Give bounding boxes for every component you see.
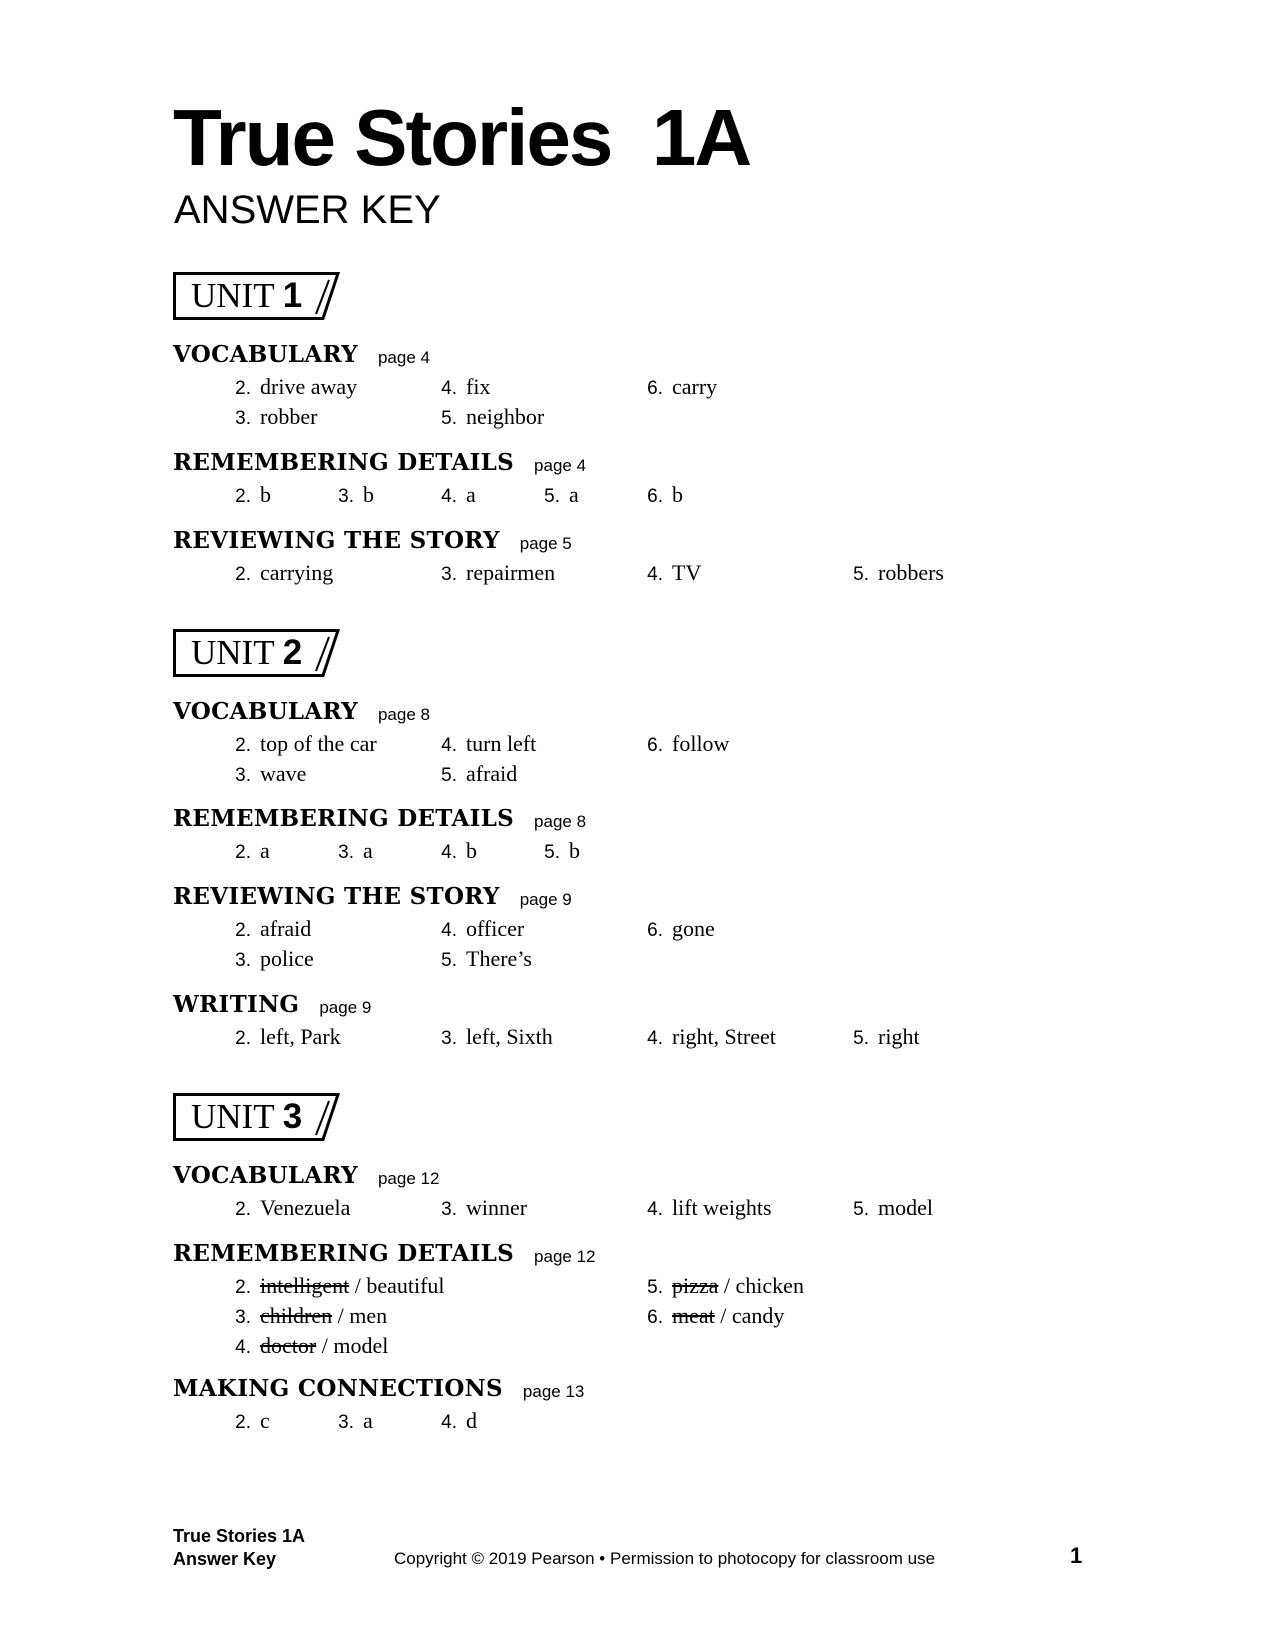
answer-separator: / xyxy=(316,1333,334,1358)
section-heading xyxy=(173,1237,595,1271)
section-heading xyxy=(173,1159,439,1193)
answer-number: 5. xyxy=(853,1199,869,1220)
answer-text: a xyxy=(363,838,373,863)
section-page-ref: page 13 xyxy=(522,1382,585,1401)
answer-item xyxy=(427,836,477,868)
answer-item xyxy=(839,1193,933,1225)
answer-text: b xyxy=(260,482,271,507)
answer-text: b xyxy=(569,838,580,863)
answer-item xyxy=(324,836,373,868)
answer-text: right xyxy=(878,1024,920,1049)
answer-item xyxy=(221,1331,388,1363)
answer-number: 6. xyxy=(647,735,663,756)
answer-text: repairmen xyxy=(466,560,556,585)
unit-number: 1 xyxy=(282,276,303,315)
answer-number: 5. xyxy=(441,765,457,786)
section-vocabulary xyxy=(173,695,730,789)
section-heading xyxy=(173,802,586,836)
answer-item xyxy=(221,480,271,512)
answer-number: 5. xyxy=(544,842,560,863)
answer-item xyxy=(427,372,490,404)
answer-item xyxy=(633,558,701,590)
section-remembering-details xyxy=(173,446,683,510)
answer-number: 5. xyxy=(853,564,869,585)
answer-number: 2. xyxy=(235,1277,251,1298)
answer-number: 2. xyxy=(235,920,251,941)
answer-text: afraid xyxy=(466,761,518,786)
answer-text: c xyxy=(260,1408,270,1433)
section-heading xyxy=(173,1372,584,1406)
section-reviewing-the-story xyxy=(173,880,715,974)
section-heading xyxy=(173,695,430,729)
answer-text: b xyxy=(672,482,683,507)
answer-text: There’s xyxy=(466,946,532,971)
answer-item xyxy=(221,759,306,791)
answer-item xyxy=(221,944,314,976)
answer-item xyxy=(427,558,555,590)
answer-number: 4. xyxy=(441,735,457,756)
answer-text: robber xyxy=(260,404,318,429)
answer-item xyxy=(221,1271,445,1303)
answer-number: 2. xyxy=(235,1028,251,1049)
answer-text: model xyxy=(878,1195,933,1220)
answer-item xyxy=(633,729,729,761)
answer-item xyxy=(427,1022,553,1054)
answer-number: 6. xyxy=(647,920,663,941)
answer-number: 2. xyxy=(235,564,251,585)
answer-item xyxy=(633,914,715,946)
page-number: 1 xyxy=(1070,1543,1083,1568)
answer-text: left, Sixth xyxy=(466,1024,553,1049)
answer-text: officer xyxy=(466,916,525,941)
section-vocabulary xyxy=(173,338,718,432)
answer-number: 4. xyxy=(441,378,457,399)
answer-text: drive away xyxy=(260,374,358,399)
answer-number: 2. xyxy=(235,486,251,507)
unit-label xyxy=(191,632,302,674)
answer-list xyxy=(173,836,586,866)
answer-text: gone xyxy=(672,916,715,941)
answer-number: 3. xyxy=(441,1028,457,1049)
answer-text: top of the car xyxy=(260,731,377,756)
answer-item xyxy=(427,402,544,434)
answer-number: 2. xyxy=(235,735,251,756)
unit-word: UNIT xyxy=(191,1097,274,1136)
section-heading xyxy=(173,524,572,558)
section-reviewing-the-story xyxy=(173,524,944,588)
answer-text: left, Park xyxy=(260,1024,341,1049)
footer-copyright: Copyright © 2019 Pearson • Permission to photocopy for classroom use xyxy=(394,1549,936,1568)
answer-number: 6. xyxy=(647,486,663,507)
answer-item xyxy=(633,1193,772,1225)
answer-text: neighbor xyxy=(466,404,545,429)
answer-item xyxy=(633,480,683,512)
section-page-ref: page 12 xyxy=(534,1247,596,1266)
section-heading xyxy=(173,446,586,480)
section-page-ref: page 4 xyxy=(534,456,587,475)
section-heading xyxy=(173,988,371,1022)
answer-number: 3. xyxy=(235,950,251,971)
section-title: MAKING CONNECTIONS xyxy=(173,1375,503,1402)
document-subtitle: ANSWER KEY xyxy=(174,188,441,232)
answer-number: 3. xyxy=(338,842,354,863)
answer-number: 3. xyxy=(338,486,354,507)
unit-number: 2 xyxy=(282,633,303,672)
answer-number: 4. xyxy=(647,564,663,585)
answer-number: 2. xyxy=(235,842,251,863)
answer-number: 6. xyxy=(647,378,663,399)
answer-text: a xyxy=(466,482,476,507)
answer-text: model xyxy=(333,1333,389,1358)
answer-text: afraid xyxy=(260,916,312,941)
document-title: True Stories 1A xyxy=(173,93,751,182)
unit-label xyxy=(191,275,302,317)
answer-item xyxy=(427,1193,527,1225)
answer-text: a xyxy=(260,838,270,863)
section-title: VOCABULARY xyxy=(173,698,358,725)
answer-text: right, Street xyxy=(672,1024,776,1049)
answer-number: 5. xyxy=(647,1277,663,1298)
answer-item xyxy=(221,1301,387,1333)
answer-text: a xyxy=(363,1408,373,1433)
answer-text: beautiful xyxy=(366,1273,445,1298)
answer-number: 3. xyxy=(441,1199,457,1220)
answer-number: 3. xyxy=(441,564,457,585)
answer-item xyxy=(221,836,270,868)
answer-number: 2. xyxy=(235,1412,251,1433)
answer-item xyxy=(427,759,517,791)
answer-list xyxy=(173,729,730,789)
answer-item xyxy=(633,1301,784,1333)
answer-number: 2. xyxy=(235,378,251,399)
answer-number: 4. xyxy=(441,1412,457,1433)
answer-item xyxy=(427,944,532,976)
crossed-out-answer: intelligent xyxy=(260,1273,350,1298)
answer-text: chicken xyxy=(735,1273,804,1298)
answer-number: 4. xyxy=(441,486,457,507)
section-page-ref: page 12 xyxy=(377,1169,440,1188)
unit-3-heading xyxy=(173,1093,343,1141)
crossed-out-answer: meat xyxy=(672,1303,715,1328)
answer-list xyxy=(173,1271,804,1361)
answer-separator: / xyxy=(714,1303,732,1328)
answer-text: carrying xyxy=(260,560,334,585)
section-remembering-details xyxy=(173,1237,804,1361)
section-title: WRITING xyxy=(173,991,300,1018)
answer-number: 3. xyxy=(235,1307,251,1328)
answer-number: 5. xyxy=(544,486,560,507)
answer-list xyxy=(173,558,944,588)
section-title: REVIEWING THE STORY xyxy=(173,527,500,554)
answer-number: 5. xyxy=(441,950,457,971)
answer-number: 3. xyxy=(338,1412,354,1433)
section-writing xyxy=(173,988,920,1052)
unit-2-heading xyxy=(173,629,343,677)
answer-number: 2. xyxy=(235,1199,251,1220)
answer-list xyxy=(173,372,718,432)
answer-number: 4. xyxy=(441,842,457,863)
answer-separator: / xyxy=(349,1273,367,1298)
answer-item xyxy=(839,1022,920,1054)
footer-doc-title: Answer Key xyxy=(173,1549,277,1569)
answer-text: candy xyxy=(731,1303,785,1328)
section-page-ref: page 9 xyxy=(319,998,372,1017)
answer-item xyxy=(221,1193,350,1225)
section-vocabulary xyxy=(173,1159,933,1223)
section-title: REMEMBERING DETAILS xyxy=(173,1240,515,1267)
answer-number: 6. xyxy=(647,1307,663,1328)
answer-item xyxy=(324,1406,373,1438)
answer-number: 4. xyxy=(235,1337,251,1358)
answer-text: carry xyxy=(672,374,718,399)
section-title: REVIEWING THE STORY xyxy=(173,883,500,910)
answer-text: winner xyxy=(466,1195,528,1220)
unit-number: 3 xyxy=(282,1097,303,1136)
crossed-out-answer: children xyxy=(260,1303,333,1328)
answer-item xyxy=(221,1022,341,1054)
answer-item xyxy=(221,1406,270,1438)
answer-text: men xyxy=(349,1303,388,1328)
section-remembering-details xyxy=(173,802,586,866)
section-page-ref: page 8 xyxy=(534,812,587,831)
answer-item xyxy=(530,836,580,868)
answer-number: 5. xyxy=(853,1028,869,1049)
answer-item xyxy=(427,729,536,761)
unit-word: UNIT xyxy=(191,633,274,672)
answer-item xyxy=(633,372,717,404)
answer-item xyxy=(427,1406,477,1438)
answer-text: d xyxy=(466,1408,477,1433)
answer-list xyxy=(173,914,715,974)
answer-text: police xyxy=(260,946,314,971)
section-title: REMEMBERING DETAILS xyxy=(173,449,515,476)
crossed-out-answer: pizza xyxy=(672,1273,719,1298)
answer-item xyxy=(221,372,357,404)
answer-item xyxy=(221,558,333,590)
answer-item xyxy=(221,729,377,761)
footer-book-title: True Stories 1A xyxy=(173,1526,306,1546)
footer-book-info xyxy=(173,1525,305,1571)
section-heading xyxy=(173,880,572,914)
answer-item xyxy=(427,914,524,946)
answer-item xyxy=(427,480,476,512)
answer-list xyxy=(173,1406,584,1436)
answer-number: 3. xyxy=(235,408,251,429)
section-title: VOCABULARY xyxy=(173,1162,358,1189)
unit-word: UNIT xyxy=(191,276,274,315)
answer-number: 4. xyxy=(441,920,457,941)
unit-1-heading xyxy=(173,272,343,320)
answer-number: 3. xyxy=(235,765,251,786)
section-heading xyxy=(173,338,430,372)
section-page-ref: page 9 xyxy=(519,890,572,909)
answer-item xyxy=(324,480,374,512)
answer-number: 5. xyxy=(441,408,457,429)
crossed-out-answer: doctor xyxy=(260,1333,317,1358)
answer-text: wave xyxy=(260,761,307,786)
answer-number: 4. xyxy=(647,1028,663,1049)
answer-list xyxy=(173,1193,933,1223)
answer-item xyxy=(839,558,944,590)
answer-text: follow xyxy=(672,731,730,756)
answer-text: TV xyxy=(672,560,702,585)
answer-number: 4. xyxy=(647,1199,663,1220)
answer-text: robbers xyxy=(878,560,944,585)
answer-text: b xyxy=(363,482,374,507)
answer-text: lift weights xyxy=(672,1195,772,1220)
answer-text: turn left xyxy=(466,731,537,756)
answer-separator: / xyxy=(332,1303,350,1328)
answer-item xyxy=(221,914,311,946)
section-page-ref: page 4 xyxy=(377,348,430,367)
answer-list xyxy=(173,1022,920,1052)
section-making-connections xyxy=(173,1372,584,1436)
answer-text: a xyxy=(569,482,579,507)
section-page-ref: page 8 xyxy=(377,705,430,724)
answer-item xyxy=(633,1271,804,1303)
answer-text: b xyxy=(466,838,477,863)
answer-item xyxy=(221,402,317,434)
answer-item xyxy=(633,1022,776,1054)
answer-separator: / xyxy=(718,1273,736,1298)
section-title: VOCABULARY xyxy=(173,341,358,368)
section-title: REMEMBERING DETAILS xyxy=(173,805,515,832)
answer-text: Venezuela xyxy=(260,1195,351,1220)
unit-label xyxy=(191,1096,302,1138)
section-page-ref: page 5 xyxy=(519,534,572,553)
answer-item xyxy=(530,480,579,512)
answer-list xyxy=(173,480,683,510)
answer-text: fix xyxy=(466,374,491,399)
